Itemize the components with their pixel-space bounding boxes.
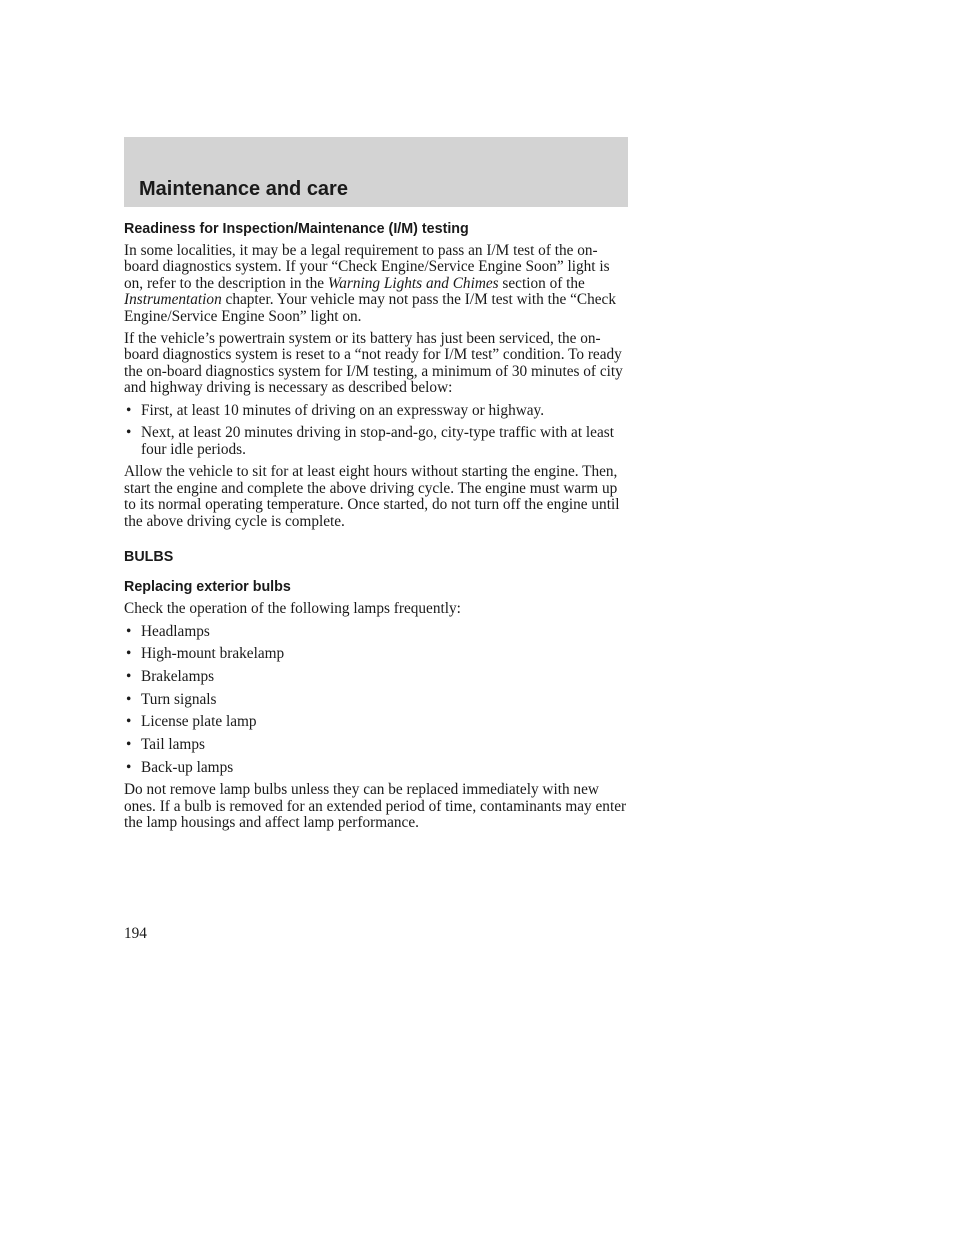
list-item-text: Back-up lamps xyxy=(141,758,234,776)
bullet-icon: • xyxy=(126,736,132,754)
bullet-icon: • xyxy=(126,401,132,419)
list-item xyxy=(124,624,628,640)
bulbs-intro: Check the operation of the following lamps frequently: xyxy=(124,600,461,618)
bullet-icon: • xyxy=(126,424,132,442)
bullet-icon: • xyxy=(126,622,132,640)
list-item-text: Headlamps xyxy=(141,622,210,640)
list-item-text: Brakelamps xyxy=(141,667,215,685)
im-testing-paragraph-3: Allow the vehicle to sit for at least eight hours without starting the engine. Then, start the engine and complete the above driving cycle. The engine must warm up to its normal operating temperature. Once started, do not turn off the engine until the above driving cycle is complete. xyxy=(124,463,620,530)
replacing-exterior-bulbs-heading: Replacing exterior bulbs xyxy=(124,579,291,596)
driving-cycle-list xyxy=(124,403,628,459)
im-para1-text-c: chapter. Your vehicle may not pass the I/M test with the “Check Engine/Service Engine Soon” light on. xyxy=(124,291,616,325)
chapter-title: Maintenance and care xyxy=(139,178,348,200)
list-item xyxy=(124,714,628,730)
list-item-text: High-mount brakelamp xyxy=(141,645,285,663)
bullet-icon: • xyxy=(126,690,132,708)
instrumentation-reference: Instrumentation xyxy=(124,291,222,309)
list-item xyxy=(124,692,628,708)
list-item xyxy=(124,669,628,685)
list-item xyxy=(124,760,628,776)
list-item xyxy=(124,737,628,753)
warning-lights-reference: Warning Lights and Chimes xyxy=(327,274,499,292)
im-testing-paragraph-1 xyxy=(124,243,628,325)
im-testing-paragraph-2: If the vehicle’s powertrain system or its battery has just been serviced, the on-board diagnostics system is reset to a “not ready for I/M test” condition. To ready the on-board diagnostics system for I/M testing, a minimum of 30 minutes of city and highway driving is necessary as described below: xyxy=(124,330,623,397)
list-item-text: Turn signals xyxy=(141,690,217,708)
list-item-text: License plate lamp xyxy=(141,713,257,731)
bulbs-closing-paragraph: Do not remove lamp bulbs unless they can be replaced immediately with new ones. If a bulb is removed for an extended period of time, contaminants may enter the lamp housings and affect lamp performance. xyxy=(124,781,627,832)
im-para1-text-b: section of the xyxy=(498,274,585,292)
im-para1-text-a: In some localities, it may be a legal requirement to pass an I/M test of the on-board diagnostics system. If your “Check Engine/Service Engine Soon” light is on, refer to the description in the xyxy=(124,242,610,292)
list-item xyxy=(124,403,628,419)
list-item xyxy=(124,425,628,458)
list-item-text: First, at least 10 minutes of driving on an expressway or highway. xyxy=(141,401,545,419)
bulbs-heading: BULBS xyxy=(124,549,174,566)
im-testing-heading: Readiness for Inspection/Maintenance (I/M) testing xyxy=(124,221,469,237)
list-item-text: Next, at least 20 minutes driving in stop-and-go, city-type traffic with at least four idle periods. xyxy=(141,424,614,458)
bullet-icon: • xyxy=(126,667,132,685)
bullet-icon: • xyxy=(126,645,132,663)
chapter-header-band xyxy=(124,137,628,207)
page-content xyxy=(124,220,628,838)
page-number: 194 xyxy=(124,925,147,942)
bullet-icon: • xyxy=(126,758,132,776)
list-item-text: Tail lamps xyxy=(141,736,205,754)
bullet-icon: • xyxy=(126,713,132,731)
lamps-list xyxy=(124,624,628,777)
list-item xyxy=(124,646,628,662)
